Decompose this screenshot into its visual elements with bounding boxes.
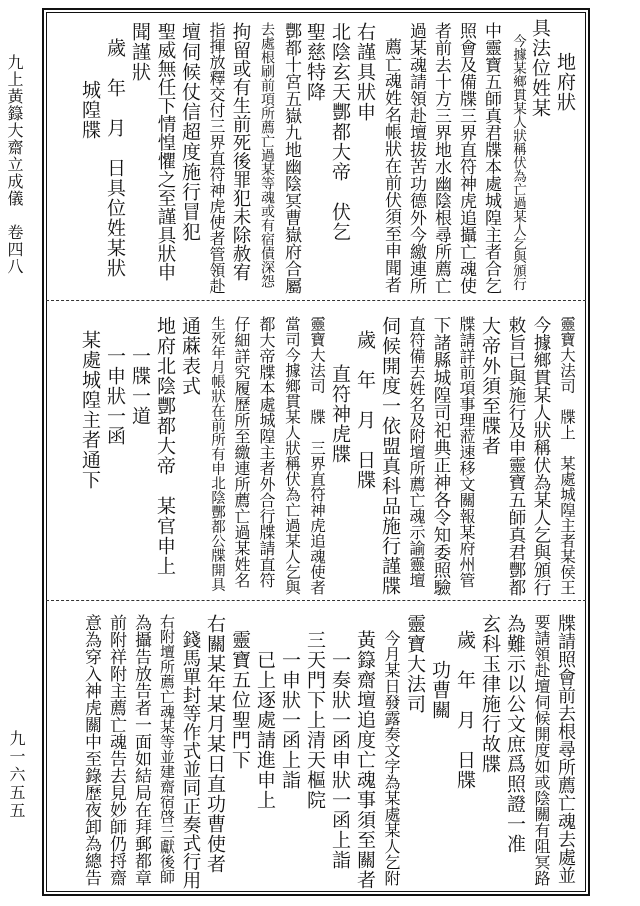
text-column: 壇伺候仗信超度施行冒犯: [179, 22, 201, 242]
text-column: 敕旨已與施行及申靈寶五師真君酆都: [506, 316, 526, 596]
text-column: 大帝外須至牒者: [479, 316, 501, 456]
text-column: 地府北陰酆都大帝 某官申上: [154, 316, 176, 576]
text-column: 牒請詳前項事理蒞速移文關報某府州管: [457, 316, 476, 588]
text-column: 通蔴表式: [179, 316, 201, 396]
text-column: 聖威無任下情惶懼之至謹具狀申: [155, 22, 176, 281]
text-column: 靈寶五位聖門下: [229, 630, 251, 770]
text-column: 靈寶大法司 牒 三界直符神虎追魂使者: [308, 316, 326, 595]
text-column: 今據鄉貫某人狀稱伏為某人乞與頒行: [531, 316, 551, 596]
text-column: 牒請照會前去根尋所薦亡魂去處並: [555, 614, 576, 884]
text-column: 今據某鄉貫某人狀稱伏為亡過某人乞與頒行: [510, 34, 526, 291]
text-column: 黃籙齋壇追度亡魂事須至關者: [354, 630, 376, 890]
text-column: 靈寶大法司 牒上 某處城隍主者某侯王: [558, 316, 576, 595]
text-column: 要請領赴壇伺候開度如或陰關有阻冥路: [532, 614, 551, 886]
text-column: 錢馬單封等作式並同正奏式行用: [180, 630, 201, 889]
margin-book-title: 九上黃籙大齋立成儀 卷四八: [5, 54, 24, 275]
text-column: 一申狀一函: [104, 346, 126, 446]
text-column: 功曹關: [429, 660, 451, 720]
text-column: 下諸縣城隍司祀典正神各令知委照驗: [431, 316, 451, 596]
text-column: 直符備去姓名及附壇所薦亡魂示諭靈壇: [407, 316, 426, 588]
text-column: 聞謹狀: [129, 22, 151, 82]
text-column: 某處城隍主者通下: [79, 330, 101, 490]
text-column: 者前去十方三界地水幽陰根尋所薦亡: [431, 22, 451, 294]
text-column: 都大帝牒本處城隍主者外合行牒請直符: [257, 316, 276, 588]
text-column: 仔細詳究履歷所至繳連所薦亡過某姓名: [232, 316, 251, 588]
section-divider-2: [46, 600, 586, 601]
text-column: 右附壇所薦亡魂某等並建齋宿啓三獻後師: [158, 614, 176, 884]
text-column: 當司今據鄉貫某人狀稱伏為亡過某人乞與: [283, 316, 301, 595]
text-column: 生死年月帳狀在前所有申北陰酆都公牒開具: [209, 316, 225, 592]
text-column: 歲 年 月 日具位姓某狀: [104, 38, 126, 278]
text-column: 直符神虎牒: [329, 364, 351, 464]
text-column: 前附祥附主薦亡魂告去見妙師仍捋齋: [106, 614, 126, 886]
text-column: 右謹具狀申: [354, 22, 376, 122]
text-column: 照會及備牒三界直符神虎追攝亡魂使: [456, 22, 476, 294]
text-column: 聖慈特降: [304, 22, 326, 102]
section-divider-1: [46, 300, 586, 301]
text-column: 玄科玉律施行故牒: [479, 614, 501, 774]
text-column: 一牒一道: [129, 346, 151, 426]
text-column: 伺候開度一依盟真科品施行謹牒: [379, 316, 401, 596]
text-column: 三天門下上清天樞院: [304, 630, 326, 810]
text-column: 歲 年 月 日牒: [454, 630, 476, 790]
text-column: 指揮放釋交付三界直符神虎使者管領赴: [207, 22, 226, 294]
text-column: 去處根刷前項所薦亡過某等魂或有宿債深怨: [259, 22, 275, 288]
text-column: 拘留或有生前死後罪犯未除赦宥: [230, 22, 251, 281]
text-column: 過某魂請領赴壇拔苦功德外今繳連所: [406, 22, 426, 294]
text-column: 右關某年某月某日直功曹使者: [204, 614, 226, 874]
text-column: 地府狀: [554, 52, 576, 112]
text-column: 北陰玄天酆都大帝 伏乞: [329, 22, 351, 242]
text-column: 靈寶大法司: [404, 614, 426, 714]
text-column: 城隍牒: [79, 80, 101, 140]
text-column: 一奏狀一函申狀一函上詣: [329, 650, 351, 870]
text-column: 具法位姓某: [529, 18, 551, 118]
text-column: 中靈寶五師真君牒本處城隍主者合乞: [481, 22, 501, 294]
text-column: 意為穿入神虎關中至錄歷夜卸為總告: [81, 614, 101, 886]
text-column: 今月某日發露奏文字為某處某人乞附: [382, 630, 401, 886]
text-column: 已上逐處請進申上: [254, 650, 276, 810]
text-column: 酆都十宮五嶽九地幽陰冥曹嶽府合屬: [281, 22, 301, 294]
text-column: 歲 年 月 日牒: [354, 330, 376, 490]
text-column: 薦亡魂姓名帳狀在前伏須至申聞者: [381, 38, 401, 293]
text-column: 為難示以公文庶爲照證一准: [504, 614, 526, 854]
text-column: 一申狀一函上詣: [279, 650, 301, 790]
margin-page-number: 九一六五五: [7, 730, 26, 820]
text-column: 為攝告放告者一面如結局在拜郵都章: [131, 614, 151, 886]
